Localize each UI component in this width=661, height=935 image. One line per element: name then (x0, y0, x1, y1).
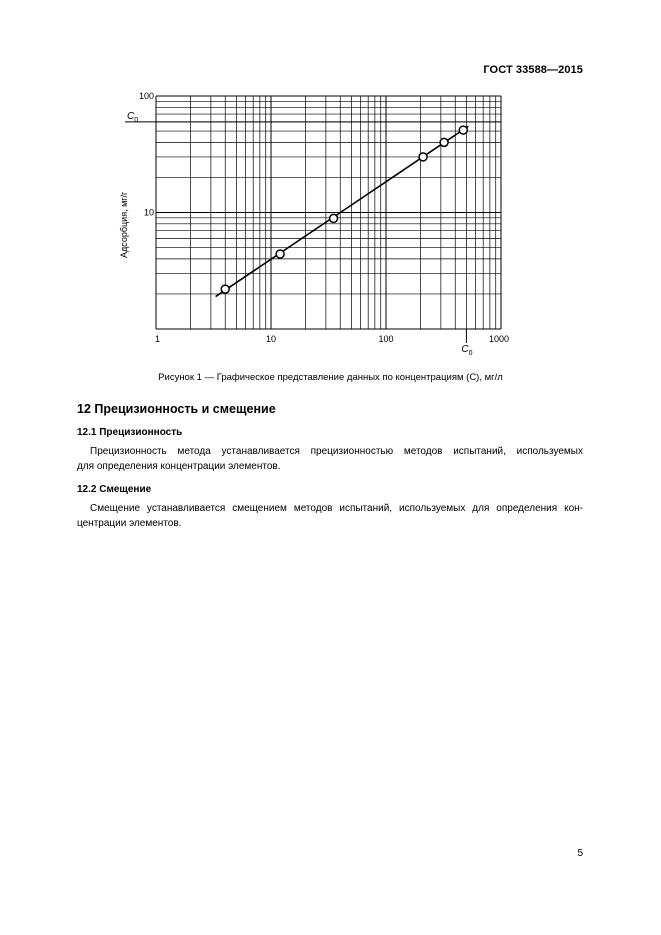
bias-paragraph (77, 501, 583, 531)
data-point (459, 126, 467, 134)
y-axis-label: Адсорбция, мг/г (119, 191, 129, 258)
x-tick-label: 1 (155, 334, 161, 344)
precision-line-2: для определения концентрации элементов. (77, 461, 281, 472)
adsorption-chart (0, 0, 661, 400)
x-tick-label: 1000 (488, 334, 510, 344)
bias-line-1: Смещение устанавливается смещением методов испытаний, используемых для определения кон- (90, 503, 583, 514)
data-point (276, 250, 284, 258)
data-point (330, 214, 338, 222)
subsection-bias-title: 12.2 Смещение (77, 484, 152, 495)
subsection-precision-title: 12.1 Прецизионность (77, 427, 183, 438)
data-point (419, 153, 427, 161)
section-title: 12 Прецизионность и смещение (77, 402, 276, 416)
x-tick-label: 10 (265, 334, 277, 344)
y-tick-label: 100 (138, 91, 154, 101)
precision-paragraph (77, 444, 583, 474)
data-point (221, 285, 229, 293)
data-point (440, 138, 448, 146)
figure-caption: Рисунок 1 — Графическое представление данных по концентрациям (С), мг/л (158, 372, 503, 383)
precision-line-1: Прецизионность метода устанавливается прецизионностью методов испытаний, используемых (90, 446, 583, 457)
c0-x-label: $C_0$ (461, 344, 473, 357)
c0-y-label: $C_0$ (127, 110, 139, 124)
x-tick-label: 100 (378, 334, 394, 344)
y-tick-label: 10 (143, 207, 154, 218)
bias-line-2: центрации элементов. (77, 518, 182, 529)
figure-1 (0, 0, 661, 400)
page-number: 5 (577, 848, 583, 859)
document-header: ГОСТ 33588—2015 (483, 64, 583, 76)
